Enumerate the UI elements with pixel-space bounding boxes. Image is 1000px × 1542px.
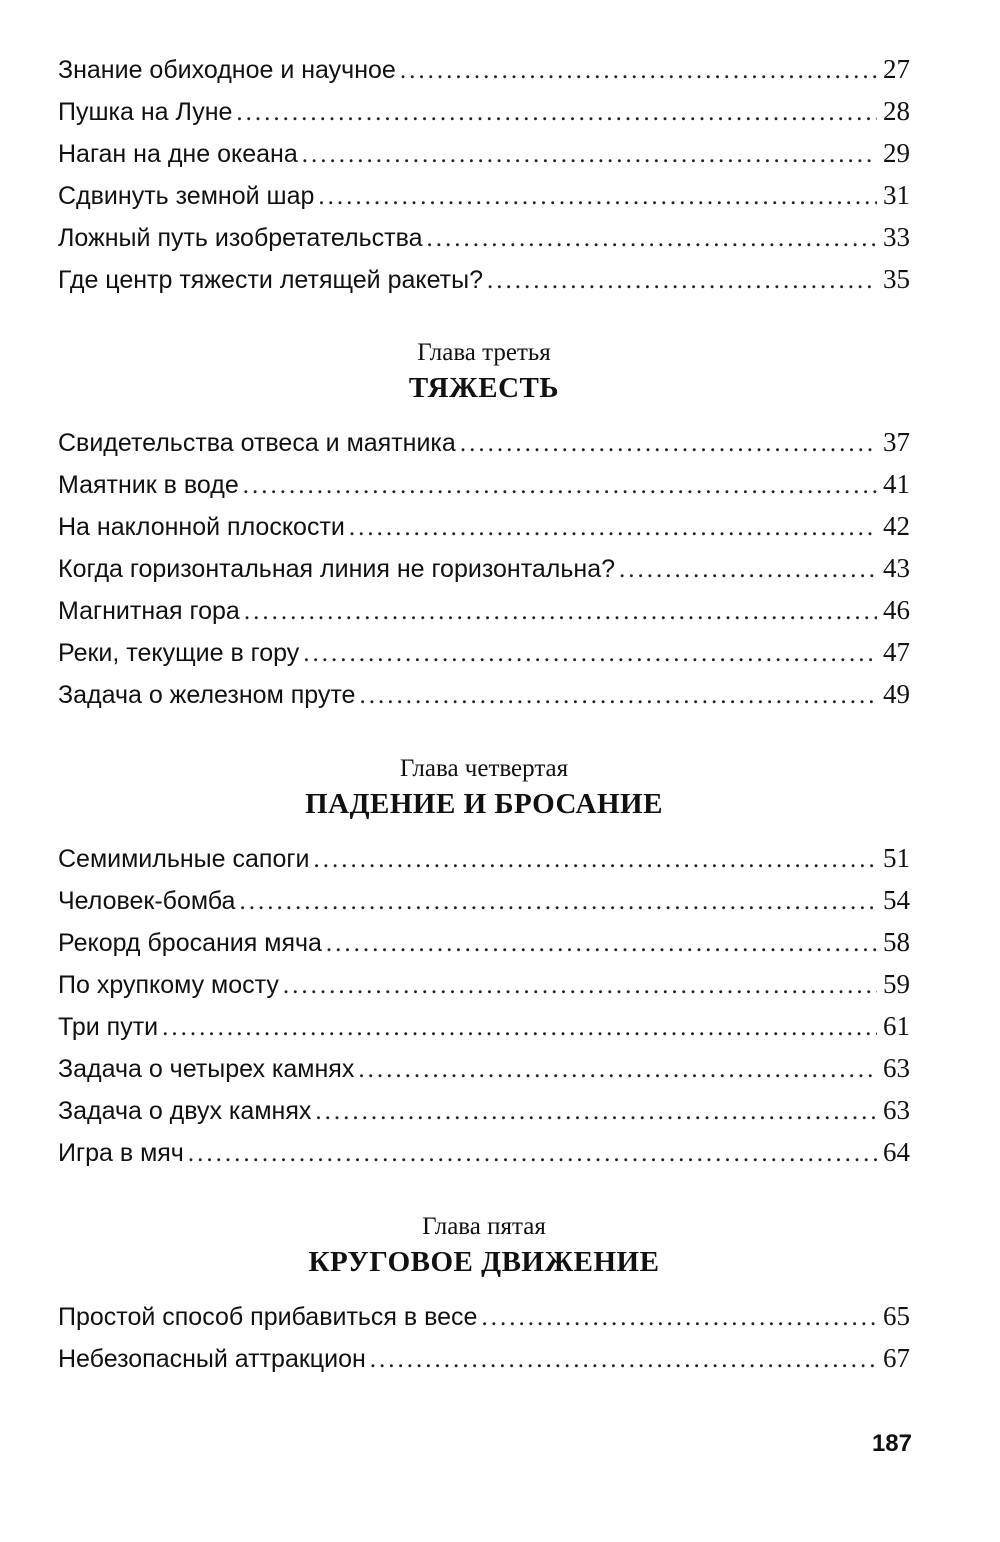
toc-entry-title: Три пути: [58, 1013, 159, 1041]
toc-entry[interactable]: [58, 837, 910, 879]
dot-leader: [315, 1091, 877, 1133]
toc-list: [58, 1295, 910, 1379]
chapter-title: КРУГОВОЕ ДВИЖЕНИЕ: [308, 1246, 660, 1278]
toc-entry-title: Магнитная гора: [58, 597, 240, 625]
toc-entry[interactable]: [58, 174, 910, 216]
toc-entry[interactable]: [58, 258, 910, 300]
chapter-label: Глава пятая: [422, 1213, 546, 1240]
dot-leader: [283, 965, 877, 1007]
toc-entry-page: 61: [883, 1011, 910, 1041]
toc-entry-title: Рекорд бросания мяча: [58, 929, 322, 957]
toc-page: [58, 48, 910, 1379]
chapter-heading: [58, 337, 910, 407]
toc-entry[interactable]: [58, 132, 910, 174]
toc-list: [58, 837, 910, 1173]
toc-entry-title: Сдвинуть земной шар: [58, 182, 315, 210]
dot-leader: [359, 675, 877, 717]
toc-entry-title: Маятник в воде: [58, 471, 239, 499]
toc-entry-title: Свидетельства отвеса и маятника: [58, 429, 456, 457]
toc-entry-title: Когда горизонтальная линия не горизонтальна?: [58, 555, 616, 583]
toc-entry-title: Небезопасный аттракцион: [58, 1345, 366, 1373]
toc-entry-page: 27: [883, 54, 910, 84]
toc-entry-page: 58: [883, 927, 910, 957]
toc-entry[interactable]: [58, 547, 910, 589]
toc-entry-page: 37: [883, 427, 910, 457]
toc-entry-title: Семимильные сапоги: [58, 845, 310, 873]
chapter-heading: [58, 1211, 910, 1281]
toc-entry-page: 49: [883, 679, 910, 709]
toc-entry-title: Реки, текущие в гору: [58, 639, 300, 667]
toc-entry-title: Задача о четырех камнях: [58, 1055, 355, 1083]
toc-entry[interactable]: [58, 673, 910, 715]
toc-entry[interactable]: [58, 505, 910, 547]
toc-entry[interactable]: [58, 1295, 910, 1337]
dot-leader: [326, 923, 877, 965]
toc-entry[interactable]: [58, 963, 910, 1005]
toc-entry-title: На наклонной плоскости: [58, 513, 345, 541]
toc-entry[interactable]: [58, 921, 910, 963]
toc-list: [58, 48, 910, 300]
dot-leader: [162, 1007, 877, 1049]
toc-entry-title: Где центр тяжести летящей ракеты?: [58, 266, 483, 294]
dot-leader: [370, 1339, 877, 1381]
toc-entry[interactable]: [58, 1047, 910, 1089]
toc-entry[interactable]: [58, 216, 910, 258]
toc-entry[interactable]: [58, 421, 910, 463]
toc-entry-title: Игра в мяч: [58, 1139, 184, 1167]
toc-entry[interactable]: [58, 1337, 910, 1379]
chapter-title: ПАДЕНИЕ И БРОСАНИЕ: [305, 788, 663, 820]
toc-entry-title: Пушка на Луне: [58, 98, 233, 126]
dot-leader: [313, 839, 877, 881]
chapter-title: ТЯЖЕСТЬ: [408, 372, 560, 404]
toc-entry-page: 63: [883, 1053, 910, 1083]
dot-leader: [358, 1049, 877, 1091]
dot-leader: [243, 465, 877, 507]
toc-entry-page: 42: [883, 511, 910, 541]
toc-entry-title: Простой способ прибавиться в весе: [58, 1303, 478, 1331]
dot-leader: [188, 1133, 877, 1175]
toc-entry-page: 33: [883, 222, 910, 252]
dot-leader: [400, 50, 877, 92]
toc-entry-page: 31: [883, 180, 910, 210]
toc-entry-title: Человек-бомба: [58, 887, 236, 915]
dot-leader: [426, 218, 877, 260]
dot-leader: [239, 881, 877, 923]
dot-leader: [349, 507, 877, 549]
toc-entry-page: 28: [883, 96, 910, 126]
toc-entry-page: 59: [883, 969, 910, 999]
toc-entry[interactable]: [58, 48, 910, 90]
toc-entry-page: 43: [883, 553, 910, 583]
toc-entry-page: 51: [883, 843, 910, 873]
toc-entry[interactable]: [58, 1089, 910, 1131]
toc-entry-title: По хрупкому мосту: [58, 971, 279, 999]
dot-leader: [481, 1297, 877, 1339]
toc-entry[interactable]: [58, 631, 910, 673]
toc-entry-page: 67: [883, 1343, 910, 1373]
toc-list: [58, 421, 910, 715]
dot-leader: [487, 260, 877, 302]
toc-entry[interactable]: [58, 589, 910, 631]
toc-entry-page: 35: [883, 264, 910, 294]
toc-entry-page: 46: [883, 595, 910, 625]
chapter-heading: [58, 753, 910, 823]
toc-entry-title: Задача о железном пруте: [58, 681, 356, 709]
dot-leader: [460, 423, 877, 465]
dot-leader: [244, 591, 877, 633]
dot-leader: [302, 134, 877, 176]
toc-entry-title: Наган на дне океана: [58, 140, 298, 168]
toc-entry-page: 29: [883, 138, 910, 168]
dot-leader: [303, 633, 877, 675]
chapter-label: Глава четвертая: [399, 755, 569, 782]
toc-entry-page: 65: [883, 1301, 910, 1331]
dot-leader: [619, 549, 877, 591]
toc-entry-title: Задача о двух камнях: [58, 1097, 312, 1125]
toc-entry[interactable]: [58, 90, 910, 132]
toc-entry-page: 47: [883, 637, 910, 667]
toc-entry-page: 54: [883, 885, 910, 915]
toc-entry-title: Ложный путь изобретательства: [58, 224, 423, 252]
page-number: 187: [871, 1430, 912, 1457]
toc-entry[interactable]: [58, 1131, 910, 1173]
toc-entry[interactable]: [58, 1005, 910, 1047]
toc-entry-page: 64: [883, 1137, 910, 1167]
dot-leader: [236, 92, 877, 134]
dot-leader: [318, 176, 877, 218]
toc-entry[interactable]: [58, 879, 910, 921]
toc-entry-page: 41: [883, 469, 910, 499]
toc-entry-title: Знание обиходное и научное: [58, 56, 396, 84]
chapter-label: Глава третья: [417, 339, 551, 366]
toc-entry-page: 63: [883, 1095, 910, 1125]
toc-entry[interactable]: [58, 463, 910, 505]
